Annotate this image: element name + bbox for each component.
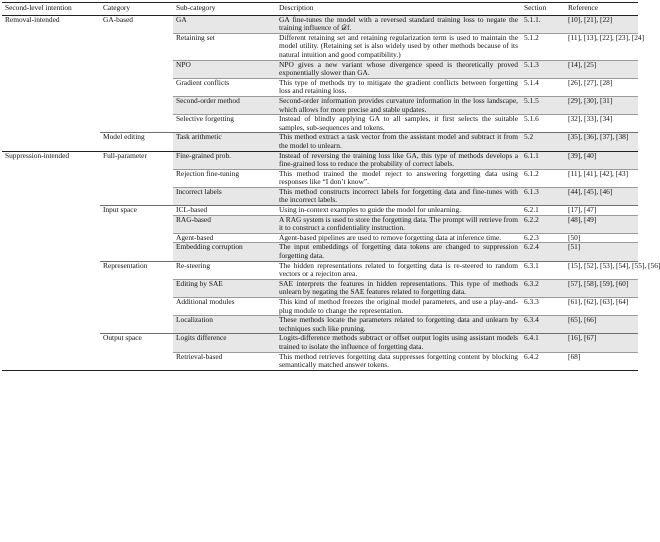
- category-cell: [100, 115, 173, 133]
- description-cell: This type of methods try to mitigate the gradient conflicts between forgetting loss and retaining loss.: [276, 78, 521, 96]
- section-cell: 6.3.1: [521, 261, 565, 279]
- header-reference: Reference: [565, 3, 638, 16]
- intention-cell: [2, 215, 100, 233]
- intention-cell: [2, 187, 100, 205]
- intention-cell: [2, 206, 100, 216]
- intention-cell: [2, 261, 100, 279]
- category-cell: [100, 187, 173, 205]
- intention-cell: [2, 233, 100, 243]
- subcategory-cell: Additional modules: [173, 298, 276, 316]
- intention-cell: [2, 243, 100, 261]
- intention-cell: Suppression-intended: [2, 151, 100, 169]
- description-cell: The hidden representations related to forgetting data is re-steered to random vectors or a rejeciton area.: [276, 261, 521, 279]
- category-cell: Output space: [100, 334, 173, 352]
- category-cell: Model editing: [100, 133, 173, 151]
- table-row: [2, 334, 638, 352]
- description-cell: Logits-difference methods subtract or offset output logits using assistant models trained to isolate the influence of forgetting data.: [276, 334, 521, 352]
- table-header-row: [2, 3, 638, 16]
- description-cell: GA fine-tunes the model with a reversed standard training loss to negate the training influence of 𝒟f.: [276, 15, 521, 33]
- intention-cell: [2, 352, 100, 370]
- table-row: [2, 33, 638, 60]
- table-body: [2, 14, 660, 370]
- section-cell: 6.2.3: [521, 233, 565, 243]
- description-cell: This kind of method freezes the original model parameters, and use a play-and-plug module to change the representation.: [276, 298, 521, 316]
- category-cell: Representation: [100, 261, 173, 279]
- subcategory-cell: Selective forgetting: [173, 115, 276, 133]
- reference-cell: [29], [30], [31]: [565, 96, 638, 114]
- description-cell: This method retrieves forgetting data suppresses forgetting content by blocking semantically matched answer tokens.: [276, 352, 521, 370]
- subcategory-cell: Retrieval-based: [173, 352, 276, 370]
- reference-cell: [16], [67]: [565, 334, 638, 352]
- table-row: [2, 96, 638, 114]
- reference-cell: [48], [49]: [565, 215, 638, 233]
- reference-cell: [50]: [565, 233, 638, 243]
- table-row: [2, 60, 638, 78]
- table-row: [2, 115, 638, 133]
- header-intention: Second-level intention: [2, 3, 100, 16]
- reference-cell: [57], [58], [59], [60]: [565, 279, 638, 297]
- table-row: [2, 78, 638, 96]
- intention-cell: [2, 298, 100, 316]
- intention-cell: [2, 133, 100, 151]
- section-cell: 6.1.2: [521, 169, 565, 187]
- subcategory-cell: Second-order method: [173, 96, 276, 114]
- subcategory-cell: Localization: [173, 316, 276, 334]
- section-cell: 5.1.1.: [521, 15, 565, 33]
- subcategory-cell: Retaining set: [173, 33, 276, 60]
- section-cell: 6.3.3: [521, 298, 565, 316]
- subcategory-cell: Logits difference: [173, 334, 276, 352]
- intention-cell: [2, 60, 100, 78]
- subcategory-cell: RAG-based: [173, 215, 276, 233]
- subcategory-cell: Fine-grained prob.: [173, 151, 276, 169]
- category-cell: [100, 78, 173, 96]
- intention-cell: [2, 96, 100, 114]
- section-cell: 5.1.2: [521, 33, 565, 60]
- description-cell: Second-order information provides curvature information in the loss landscape, which allows for more precise and stable updates.: [276, 96, 521, 114]
- reference-cell: [51]: [565, 243, 638, 261]
- category-cell: [100, 233, 173, 243]
- table-row: [2, 133, 638, 151]
- section-cell: 6.1.1: [521, 151, 565, 169]
- category-cell: [100, 96, 173, 114]
- reference-cell: [39], [40]: [565, 151, 638, 169]
- intention-cell: [2, 316, 100, 334]
- category-cell: [100, 316, 173, 334]
- section-cell: 6.2.4: [521, 243, 565, 261]
- reference-cell: [26], [27], [28]: [565, 78, 638, 96]
- description-cell: Using in-context examples to guide the model for unlearning.: [276, 206, 521, 216]
- reference-cell: [11], [13], [22], [23], [24]: [565, 33, 638, 60]
- header-category: Category: [100, 3, 173, 16]
- reference-cell: [10], [21], [22]: [565, 15, 638, 33]
- subcategory-cell: ICL-based: [173, 206, 276, 216]
- table-row: [2, 352, 638, 370]
- header-section: Section: [521, 3, 565, 16]
- intention-cell: [2, 169, 100, 187]
- category-cell: [100, 33, 173, 60]
- table-row: [2, 298, 638, 316]
- description-cell: Instead of reversing the training loss like GA, this type of methods develops a fine-grained loss to reduce the probability of correct labels.: [276, 151, 521, 169]
- section-cell: 6.1.3: [521, 187, 565, 205]
- subcategory-cell: GA: [173, 15, 276, 33]
- description-cell: Instead of blindly applying GA to all samples, it first selects the suitable samples, sub-sequences and tokens.: [276, 115, 521, 133]
- table-row: [2, 261, 638, 279]
- description-cell: The input embeddings of forgetting data tokens are changed to suppression forgetting data.: [276, 243, 521, 261]
- section-cell: 5.1.5: [521, 96, 565, 114]
- subcategory-cell: Gradient conflicts: [173, 78, 276, 96]
- table-row: [2, 151, 638, 169]
- category-cell: [100, 215, 173, 233]
- section-cell: 6.4.1: [521, 334, 565, 352]
- intention-cell: [2, 78, 100, 96]
- category-cell: Input space: [100, 206, 173, 216]
- survey-table-figure: [0, 2, 660, 542]
- description-cell: This method constructs incorrect labels for forgetting data and fine-tunes with the incorrect labels.: [276, 187, 521, 205]
- table-row: [2, 243, 638, 261]
- section-cell: 5.2: [521, 133, 565, 151]
- table-row: [2, 206, 638, 216]
- table-row: [2, 279, 638, 297]
- table-row: [2, 187, 638, 205]
- section-cell: 5.1.6: [521, 115, 565, 133]
- description-cell: Different retaining set and retaining regularization term is used to maintain the model utility. (Retaining set is also widely used by other methods because of its natural intuition and good compatibility.): [276, 33, 521, 60]
- subcategory-cell: Re-steering: [173, 261, 276, 279]
- subcategory-cell: Rejection fine-tuning: [173, 169, 276, 187]
- table-row: [2, 169, 638, 187]
- subcategory-cell: Editing by SAE: [173, 279, 276, 297]
- reference-cell: [32], [33], [34]: [565, 115, 638, 133]
- reference-cell: [17], [47]: [565, 206, 638, 216]
- description-cell: These methods locate the parameters related to forgetting data and unlearn by techniques such like pruning.: [276, 316, 521, 334]
- subcategory-cell: Embedding corruption: [173, 243, 276, 261]
- intention-cell: Removal-intended: [5, 14, 60, 24]
- category-cell: [100, 279, 173, 297]
- reference-cell: [11], [41], [42], [43]: [565, 169, 638, 187]
- category-cell: Full-parameter: [100, 151, 173, 169]
- header-description: Description: [276, 3, 521, 16]
- header-subcategory: Sub-category: [173, 3, 276, 16]
- description-cell: A RAG system is used to store the forgetting data. The prompt will retrieve from it to construct a confidentiality instruction.: [276, 215, 521, 233]
- category-cell: [100, 243, 173, 261]
- reference-cell: [15], [52], [53], [54], [55], [56]: [565, 261, 638, 279]
- intention-cell: [2, 115, 100, 133]
- section-cell: 6.3.2: [521, 279, 565, 297]
- section-cell: 6.4.2: [521, 352, 565, 370]
- table-row: [2, 215, 638, 233]
- subcategory-cell: Incorrect labels: [173, 187, 276, 205]
- section-cell: 5.1.4: [521, 78, 565, 96]
- subcategory-cell: Agent-based: [173, 233, 276, 243]
- description-cell: NPO gives a new variant whose divergence speed is theoretically proved exponentially slower than GA.: [276, 60, 521, 78]
- table-row: [2, 316, 638, 334]
- subcategory-cell: Task arithmetic: [173, 133, 276, 151]
- reference-cell: [44], [45], [46]: [565, 187, 638, 205]
- description-cell: Agent-based pipelines are used to remove forgetting data at inference time.: [276, 233, 521, 243]
- category-cell: [100, 169, 173, 187]
- description-cell: SAE interprets the features in hidden representations. This type of methods unlearn by negating the SAE features related to forgetting data.: [276, 279, 521, 297]
- category-cell: [100, 298, 173, 316]
- category-cell: [100, 352, 173, 370]
- intention-cell: [2, 334, 100, 352]
- reference-cell: [35], [36], [37], [38]: [565, 133, 638, 151]
- category-cell: [100, 60, 173, 78]
- section-cell: 6.3.4: [521, 316, 565, 334]
- reference-cell: [65], [66]: [565, 316, 638, 334]
- reference-cell: [61], [62], [63], [64]: [565, 298, 638, 316]
- reference-cell: [68]: [565, 352, 638, 370]
- intention-cell: [2, 33, 100, 60]
- category-cell: GA-based: [103, 14, 133, 24]
- section-cell: 5.1.3: [521, 60, 565, 78]
- unlearning-methods-table: [2, 2, 660, 371]
- reference-cell: [14], [25]: [565, 60, 638, 78]
- description-cell: This method extract a task vector from the assistant model and subtract it from the model to unlearn.: [276, 133, 521, 151]
- subcategory-cell: NPO: [173, 60, 276, 78]
- table-row: [2, 15, 638, 33]
- section-cell: 6.2.1: [521, 206, 565, 216]
- description-cell: This method trained the model reject to answering forgetting data using responses like “I don’t know”.: [276, 169, 521, 187]
- intention-cell: [2, 279, 100, 297]
- section-cell: 6.2.2: [521, 215, 565, 233]
